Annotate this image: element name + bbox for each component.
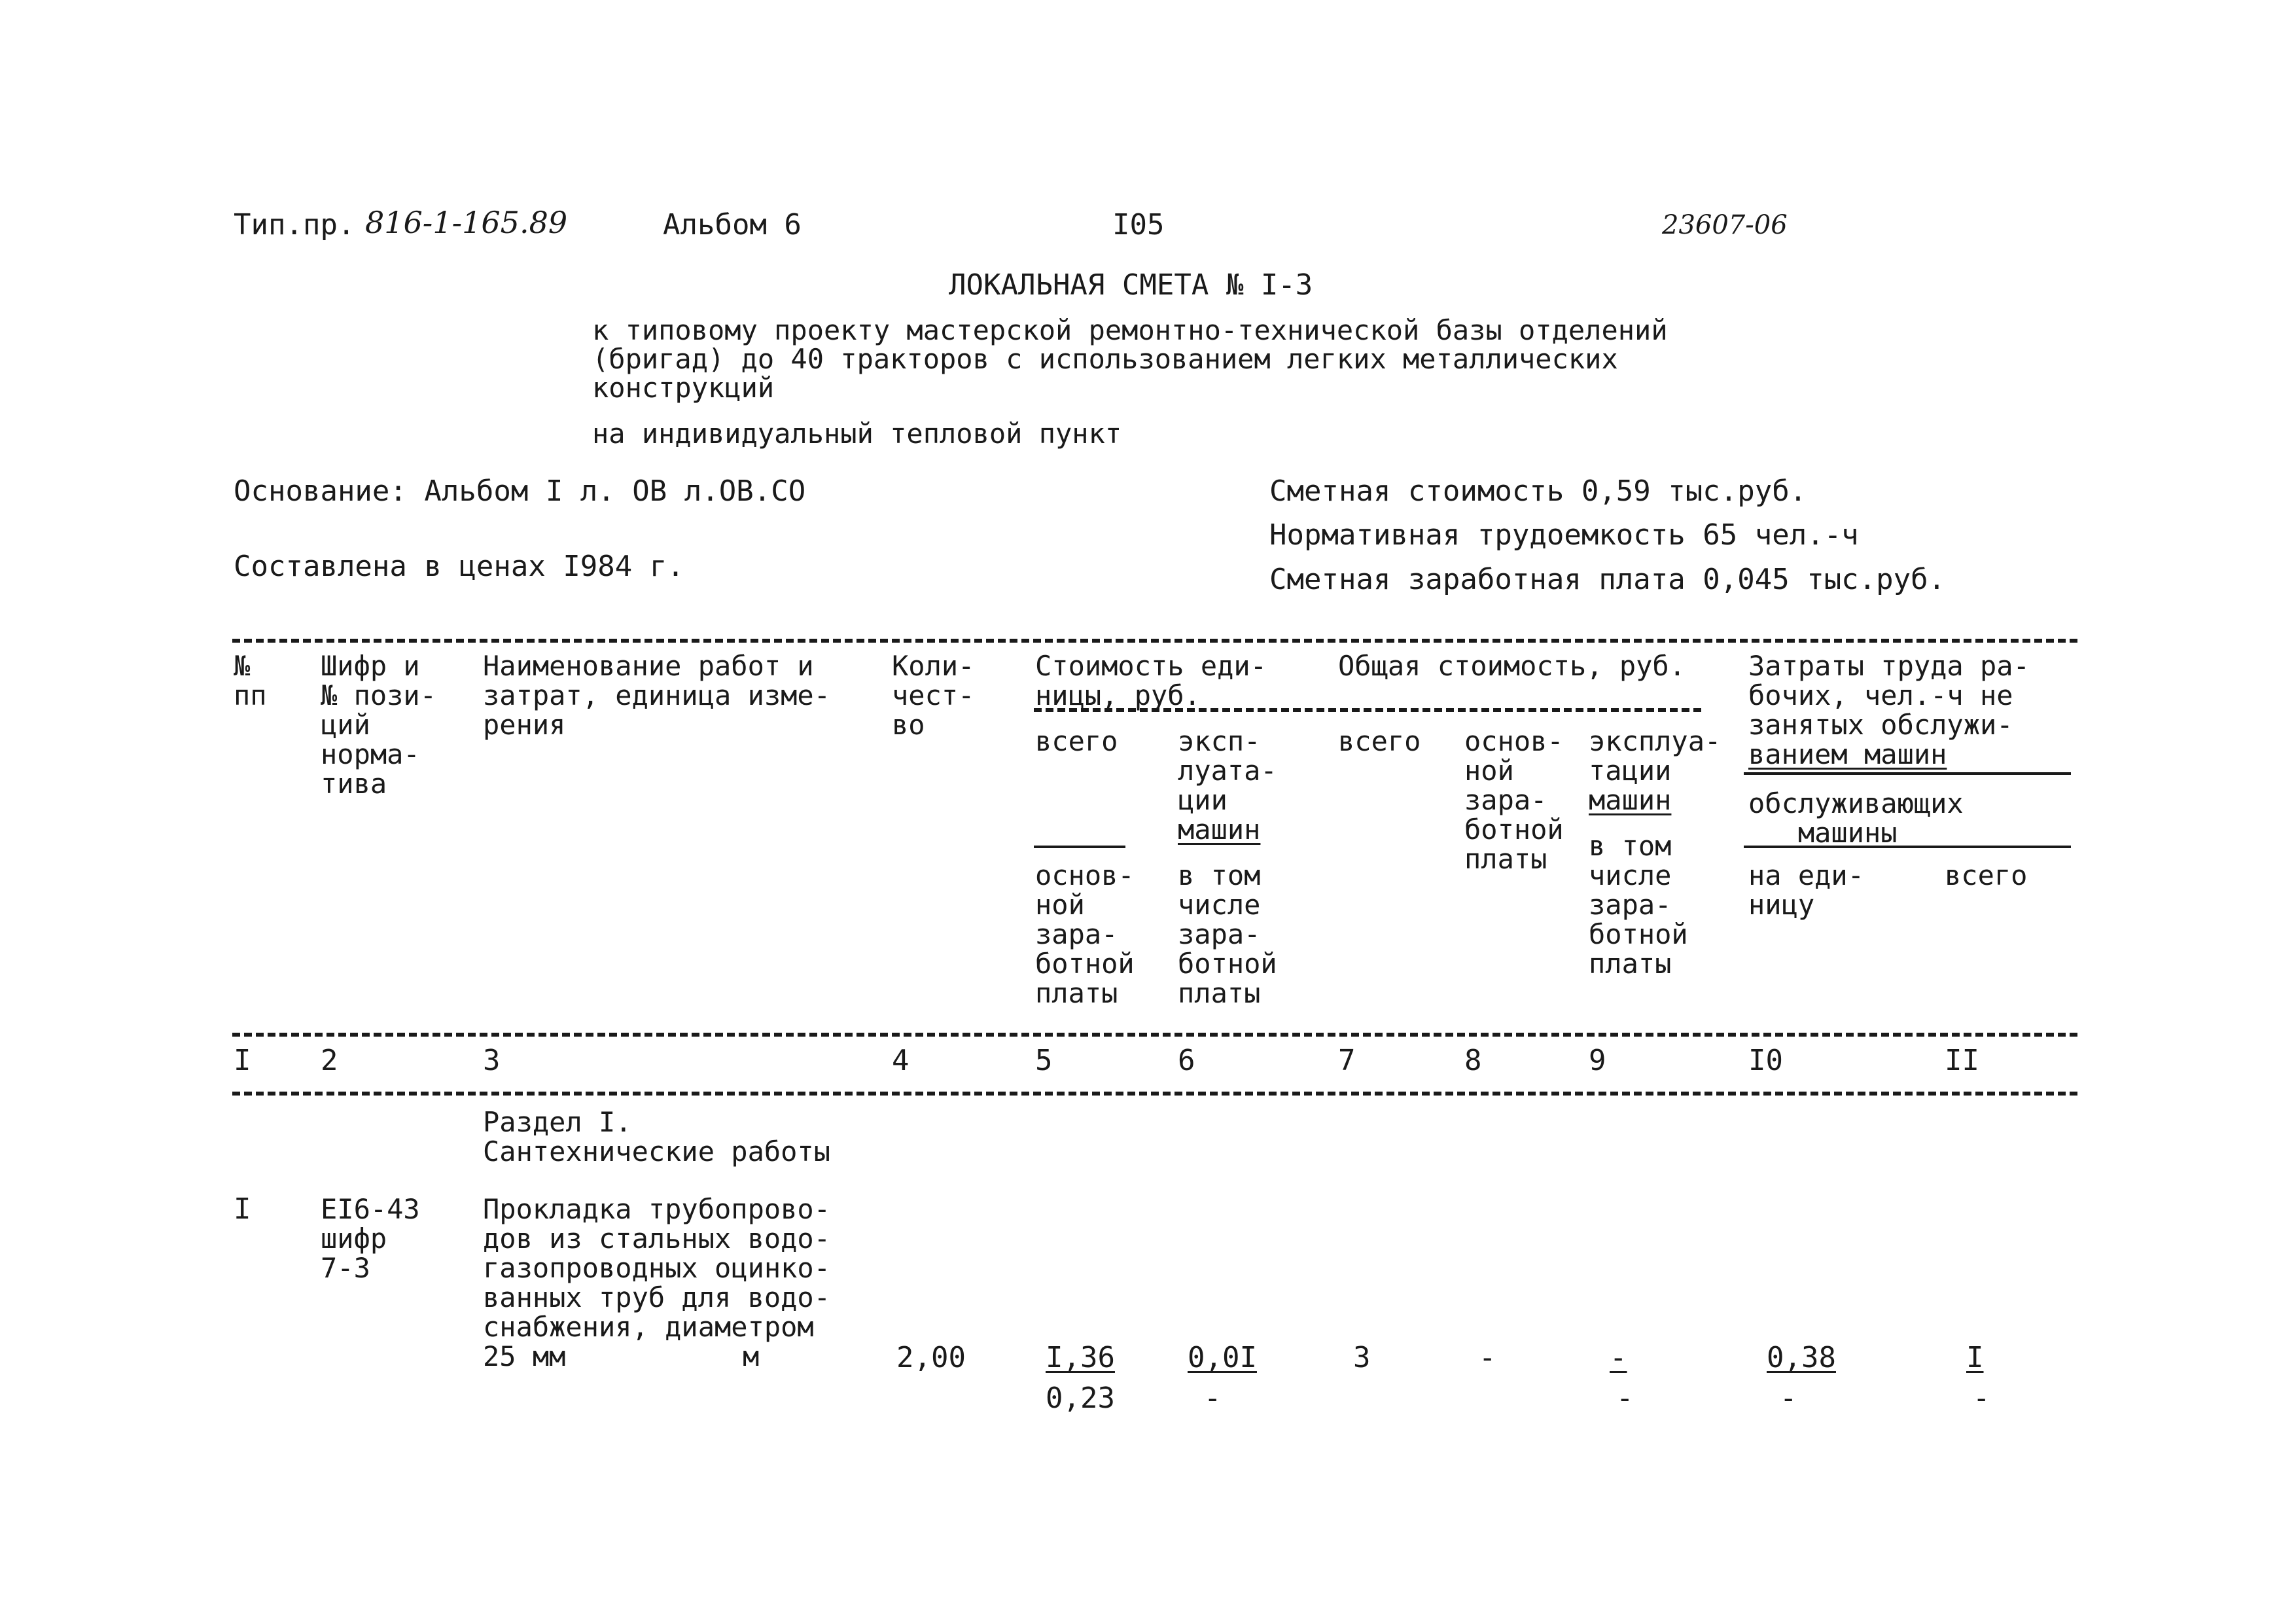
- header-code: Шифр и № пози- ций норма- тива: [321, 650, 437, 800]
- title-line-2: (бригад) до 40 тракторов с использованием легких металлических: [592, 343, 1618, 375]
- header-unit-exploitation-salary: в том числе зара- ботной платы: [1178, 859, 1277, 1009]
- col-number-4: 4: [892, 1044, 910, 1077]
- header-labor-all: всего: [1945, 859, 2028, 891]
- header-work-name: Наименование работ и затрат, единица изме- рения: [483, 650, 831, 741]
- col-number-10: I0: [1748, 1044, 1783, 1077]
- col-number-6: 6: [1178, 1044, 1195, 1077]
- row-unit-total: I,36: [1046, 1341, 1115, 1374]
- col-number-5: 5: [1035, 1044, 1053, 1077]
- header-bottom-rule: [232, 1033, 2077, 1037]
- row-total-salary: -: [1479, 1341, 1496, 1374]
- album-label: Альбом 6: [663, 208, 802, 241]
- estimated-salary: Сметная заработная плата 0,045 тыс.руб.: [1269, 563, 1946, 596]
- title-line-1: к типовому проекту мастерской ремонтно-технической базы отделений: [592, 314, 1668, 346]
- header-row-number: № пп: [234, 650, 267, 711]
- header-total-base-salary: основ- ной зара- ботной платы: [1464, 725, 1564, 875]
- row-unit-exploitation: 0,0I: [1188, 1341, 1257, 1374]
- section-title: Раздел I. Сантехнические работы: [483, 1106, 831, 1168]
- header-labor-serving: обслуживающих машины: [1748, 787, 1964, 849]
- col-number-8: 8: [1464, 1044, 1482, 1077]
- normative-labor: Нормативная трудоемкость 65 чел.-ч: [1269, 518, 1859, 552]
- estimated-cost: Сметная стоимость 0,59 тыс.руб.: [1269, 474, 1807, 508]
- header-quantity: Коли- чест- во: [892, 650, 975, 741]
- col-number-rule: [232, 1092, 2077, 1096]
- col-number-11: II: [1945, 1044, 1979, 1077]
- price-base-info: Составлена в ценах I984 г.: [234, 550, 684, 583]
- col-number-7: 7: [1338, 1044, 1356, 1077]
- header-unit-exploitation-text: эксп- луата- ции: [1178, 725, 1277, 816]
- row-unit: м: [743, 1340, 760, 1372]
- document-title: ЛОКАЛЬНАЯ СМЕТА № I-3: [949, 268, 1313, 302]
- page-number: I05: [1112, 208, 1165, 241]
- header-labor: [1748, 651, 2030, 769]
- col-number-9: 9: [1589, 1044, 1606, 1077]
- estimate-subject: на индивидуальный тепловой пункт: [592, 418, 1122, 450]
- header-labor-not-serving: ванием машин: [1748, 738, 1947, 770]
- row-labor-per-unit: 0,38: [1767, 1341, 1836, 1374]
- header-unit-exploitation-machines: машин: [1178, 813, 1261, 846]
- row-code: EI6-43 шифр 7-3: [321, 1193, 420, 1284]
- header-total-all: всего: [1338, 725, 1421, 757]
- row-number: I: [234, 1192, 251, 1226]
- row-labor-all-sub: -: [1973, 1382, 1990, 1415]
- row-quantity: 2,00: [896, 1341, 966, 1374]
- row-labor-all: I: [1966, 1341, 1984, 1374]
- row-labor-per-unit-sub: -: [1780, 1382, 1797, 1415]
- document-code: 23607-06: [1662, 210, 1788, 240]
- col-number-2: 2: [321, 1044, 338, 1077]
- table-top-rule: [232, 639, 2077, 643]
- project-number: 816-1-165.89: [365, 205, 568, 240]
- row-unit-salary: 0,23: [1046, 1382, 1115, 1415]
- header-unit-cost: Стоимость еди- ницы, руб.: [1035, 650, 1267, 711]
- basis-info: Основание: Альбом I л. ОВ л.ОВ.СО: [234, 474, 806, 508]
- header-total-exploitation-salary: в том числе зара- ботной платы: [1589, 830, 1688, 980]
- col-number-1: I: [234, 1044, 251, 1077]
- row-total-exploitation: -: [1610, 1341, 1627, 1374]
- row-total: 3: [1353, 1341, 1371, 1374]
- row-unit-exploitation-salary: -: [1204, 1382, 1222, 1415]
- col-number-3: 3: [483, 1044, 501, 1077]
- header-total-exploitation-text: эксплуа- тации: [1589, 725, 1722, 787]
- project-type-label: Тип.пр.: [234, 208, 355, 241]
- header-labor-per-unit: на еди- ницу: [1748, 859, 1865, 921]
- unit-cost-split-rule: [1034, 846, 1125, 848]
- header-unit-total: всего: [1035, 725, 1118, 757]
- header-total-cost: Общая стоимость, руб.: [1338, 650, 1686, 682]
- header-unit-exploitation: [1178, 726, 1277, 844]
- header-total-exploitation-machines: машин: [1589, 784, 1672, 816]
- row-total-exploitation-salary: -: [1616, 1382, 1634, 1415]
- header-total-exploitation: [1589, 726, 1721, 815]
- labor-split-rule: [1744, 772, 2071, 775]
- header-labor-text: Затраты труда ра- бочих, чел.-ч не занятых обслужи-: [1748, 650, 2030, 741]
- header-unit-total-salary: основ- ной зара- ботной платы: [1035, 859, 1135, 1009]
- row-work-name: Прокладка трубопрово- дов из стальных водо- газопроводных оцинко- ванных труб для водо- снабжения, диаметром 25 мм: [483, 1193, 831, 1372]
- title-line-3: конструкций: [592, 372, 775, 404]
